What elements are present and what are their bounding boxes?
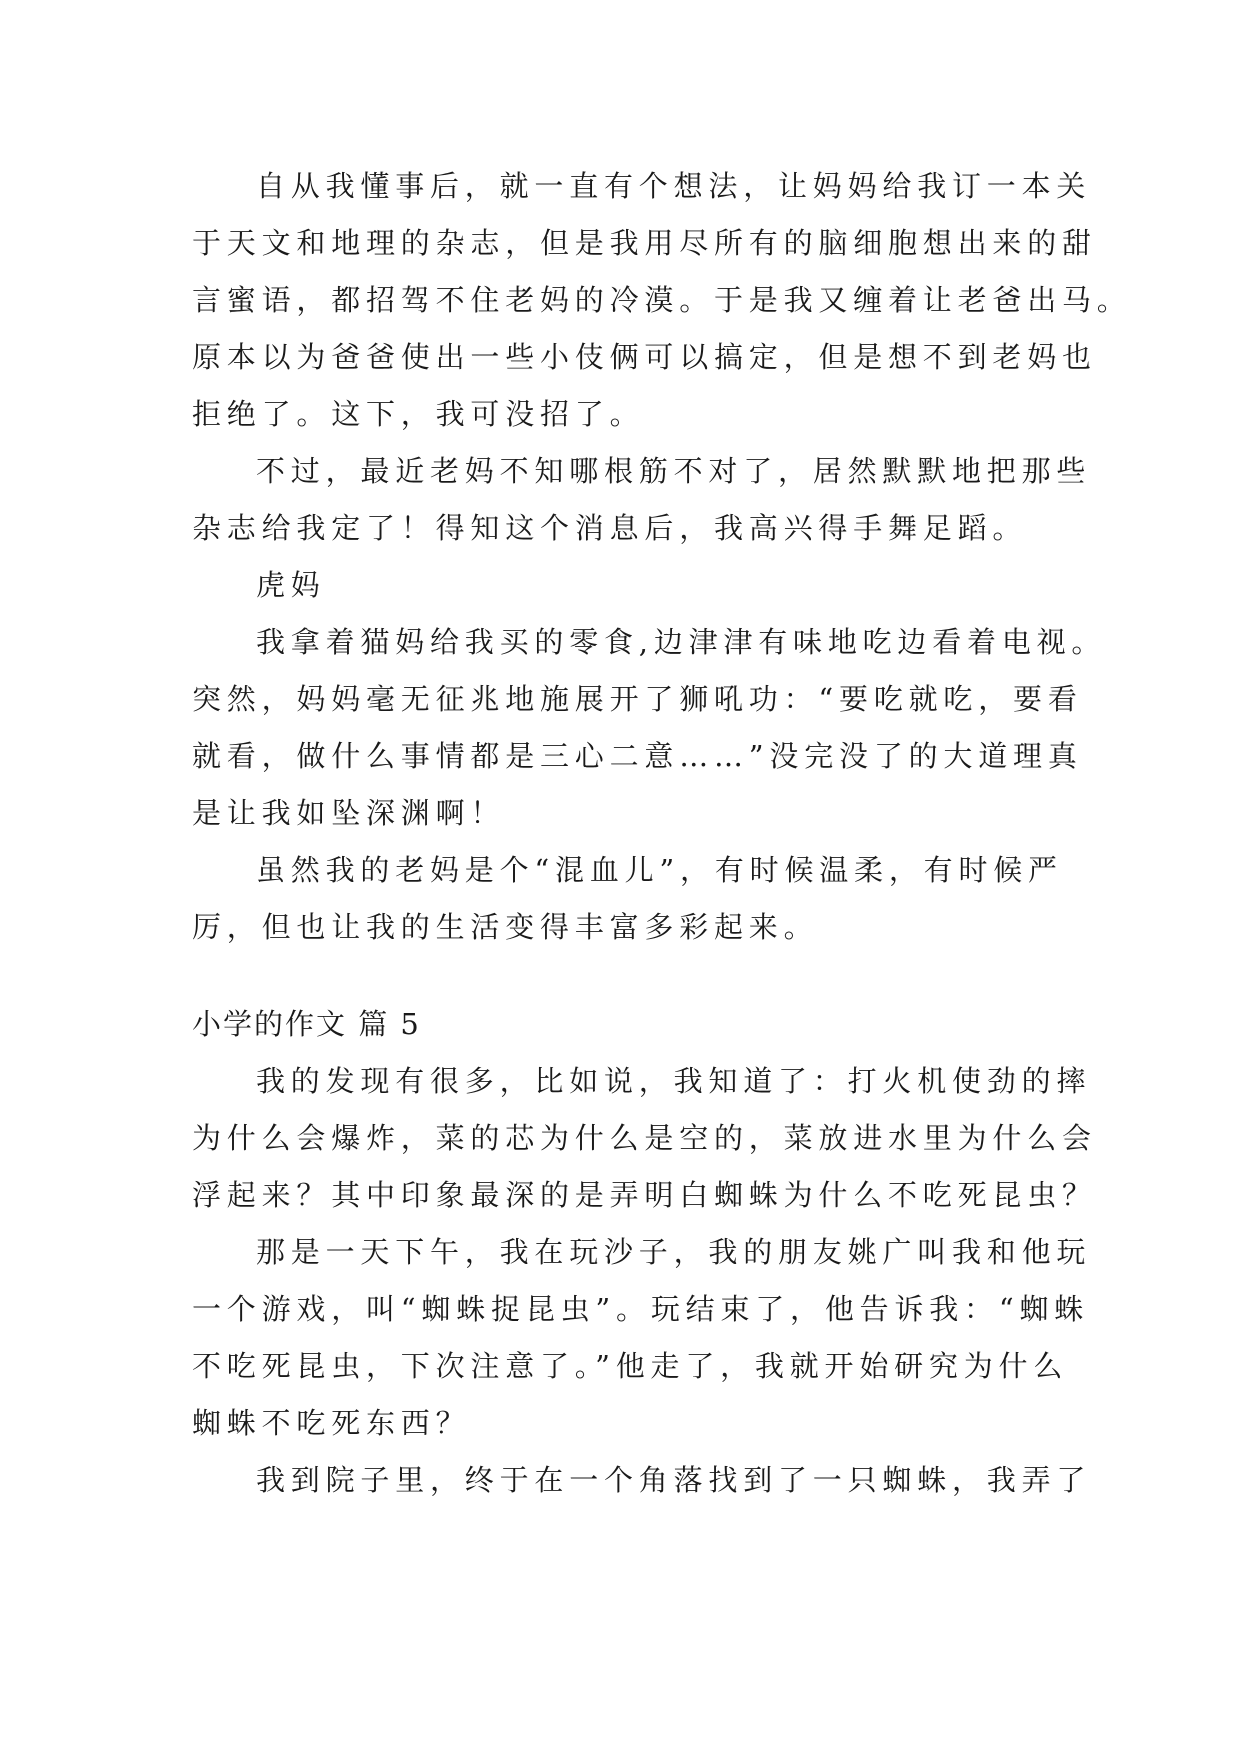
subheading-line: 虎妈 bbox=[256, 568, 326, 602]
text-line: 我的发现有很多，比如说，我知道了：打火机使劲的摔 bbox=[256, 1064, 1092, 1098]
text-line: 原本以为爸爸使出一些小伎俩可以搞定，但是想不到老妈也 bbox=[192, 340, 1097, 374]
text-line: 突然，妈妈毫无征兆地施展开了狮吼功：“要吃就吃，要看 bbox=[192, 682, 1083, 716]
text-line: 那是一天下午，我在玩沙子，我的朋友姚广叫我和他玩 bbox=[256, 1235, 1092, 1269]
text-line: 自从我懂事后，就一直有个想法，让妈妈给我订一本关 bbox=[256, 169, 1092, 203]
text-line: 厉，但也让我的生活变得丰富多彩起来。 bbox=[192, 910, 819, 944]
document-body bbox=[192, 158, 1132, 1509]
text-line: 杂志给我定了！得知这个消息后，我高兴得手舞足蹈。 bbox=[192, 511, 1028, 545]
text-line: 是让我如坠深渊啊！ bbox=[192, 796, 506, 830]
text-line: 言蜜语，都招驾不住老妈的冷漠。于是我又缠着让老爸出马。 bbox=[192, 283, 1132, 317]
text-line: 虽然我的老妈是个“混血儿”，有时候温柔，有时候严 bbox=[256, 853, 1063, 887]
text-line: 就看，做什么事情都是三心二意……”没完没了的大道理真 bbox=[192, 739, 1083, 773]
text-line: 一个游戏，叫“蜘蛛捉昆虫”。玩结束了，他告诉我：“蜘蛛 bbox=[192, 1292, 1090, 1326]
text-line: 浮起来？其中印象最深的是弄明白蜘蛛为什么不吃死昆虫？ bbox=[192, 1178, 1097, 1212]
text-line: 我到院子里，终于在一个角落找到了一只蜘蛛，我弄了 bbox=[256, 1463, 1092, 1497]
text-line: 于天文和地理的杂志，但是我用尽所有的脑细胞想出来的甜 bbox=[192, 226, 1097, 260]
text-line: 不过，最近老妈不知哪根筋不对了，居然默默地把那些 bbox=[256, 454, 1092, 488]
text-line: 不吃死昆虫，下次注意了。”他走了，我就开始研究为什么 bbox=[192, 1349, 1069, 1383]
text-line: 我拿着猫妈给我买的零食,边津津有味地吃边看着电视。 bbox=[256, 625, 1107, 659]
text-line: 拒绝了。这下，我可没招了。 bbox=[192, 397, 645, 431]
section-title: 小学的作文 篇 5 bbox=[192, 1007, 421, 1041]
text-line: 为什么会爆炸，菜的芯为什么是空的，菜放进水里为什么会 bbox=[192, 1121, 1097, 1155]
text-line: 蜘蛛不吃死东西？ bbox=[192, 1406, 471, 1440]
